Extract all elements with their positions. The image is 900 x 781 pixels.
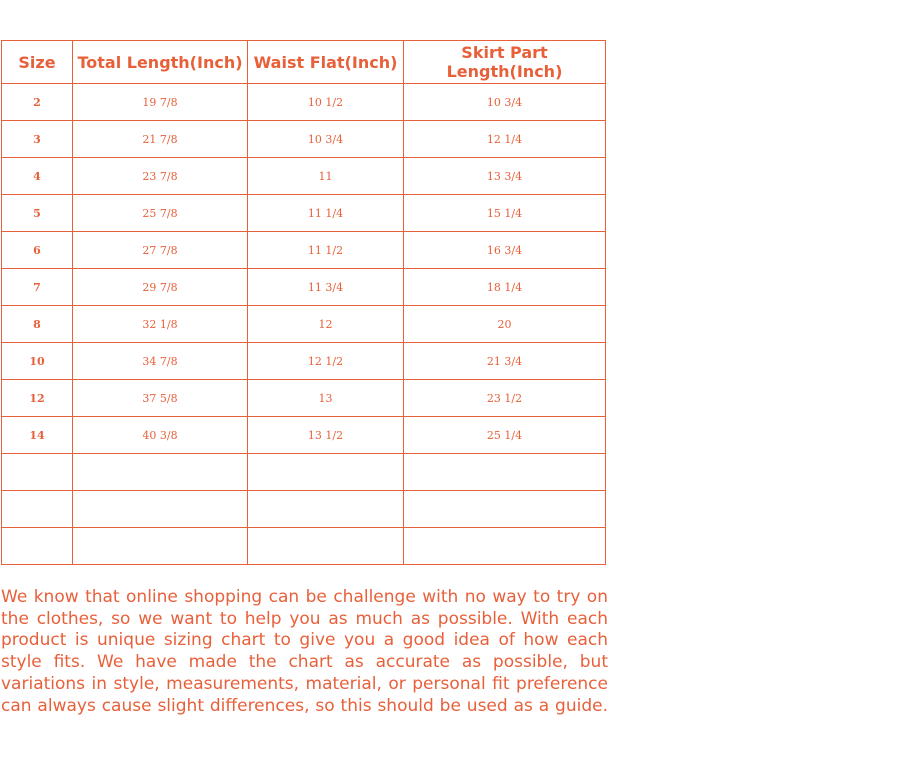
- skirt-length-cell: 15 1/4: [404, 195, 606, 232]
- skirt-length-cell: 21 3/4: [404, 343, 606, 380]
- table-row: [2, 158, 606, 195]
- skirt-length-cell: [404, 491, 606, 528]
- total-length-cell: [73, 491, 248, 528]
- size-cell: 3: [2, 121, 73, 158]
- table-row-empty: [2, 491, 606, 528]
- skirt-length-cell: 25 1/4: [404, 417, 606, 454]
- header-skirt-part-length: Skirt Part Length(Inch): [404, 41, 606, 84]
- skirt-length-cell: 16 3/4: [404, 232, 606, 269]
- waist-flat-cell: 12 1/2: [248, 343, 404, 380]
- table-row: [2, 121, 606, 158]
- header-size: Size: [2, 41, 73, 84]
- waist-flat-cell: 11 1/4: [248, 195, 404, 232]
- skirt-length-cell: [404, 454, 606, 491]
- waist-flat-cell: 10 3/4: [248, 121, 404, 158]
- skirt-length-cell: [404, 528, 606, 565]
- size-chart-table: [1, 40, 606, 565]
- size-cell: [2, 491, 73, 528]
- size-cell: [2, 454, 73, 491]
- size-cell: 14: [2, 417, 73, 454]
- size-cell: 10: [2, 343, 73, 380]
- size-cell: 6: [2, 232, 73, 269]
- table-row: [2, 343, 606, 380]
- size-cell: 2: [2, 84, 73, 121]
- table-row: [2, 195, 606, 232]
- size-chart-body: [2, 84, 606, 565]
- waist-flat-cell: 13: [248, 380, 404, 417]
- waist-flat-cell: [248, 454, 404, 491]
- waist-flat-cell: [248, 528, 404, 565]
- size-cell: 12: [2, 380, 73, 417]
- table-row: [2, 232, 606, 269]
- table-row: [2, 380, 606, 417]
- waist-flat-cell: [248, 491, 404, 528]
- waist-flat-cell: 10 1/2: [248, 84, 404, 121]
- waist-flat-cell: 12: [248, 306, 404, 343]
- table-row: [2, 269, 606, 306]
- total-length-cell: 37 5/8: [73, 380, 248, 417]
- total-length-cell: 25 7/8: [73, 195, 248, 232]
- skirt-length-cell: 20: [404, 306, 606, 343]
- size-cell: 4: [2, 158, 73, 195]
- skirt-length-cell: 12 1/4: [404, 121, 606, 158]
- skirt-length-cell: 10 3/4: [404, 84, 606, 121]
- size-chart-header: [2, 41, 606, 84]
- table-row: [2, 306, 606, 343]
- size-cell: 7: [2, 269, 73, 306]
- size-cell: 5: [2, 195, 73, 232]
- sizing-guide-paragraph: We know that online shopping can be challenge with no way to try on the clothes, so we want to help you as much as possible. With each product is unique sizing chart to give you a good idea of how each style fits. We have made the chart as accurate as possible, but variations in style, measurements, material, or personal fit preference can always cause slight differences, so this should be used as a guide.: [1, 587, 608, 716]
- waist-flat-cell: 13 1/2: [248, 417, 404, 454]
- total-length-cell: 21 7/8: [73, 121, 248, 158]
- table-row-empty: [2, 528, 606, 565]
- total-length-cell: 29 7/8: [73, 269, 248, 306]
- skirt-length-cell: 23 1/2: [404, 380, 606, 417]
- total-length-cell: 23 7/8: [73, 158, 248, 195]
- waist-flat-cell: 11: [248, 158, 404, 195]
- total-length-cell: 40 3/8: [73, 417, 248, 454]
- header-row: [2, 41, 606, 84]
- size-cell: 8: [2, 306, 73, 343]
- skirt-length-cell: 13 3/4: [404, 158, 606, 195]
- total-length-cell: 32 1/8: [73, 306, 248, 343]
- waist-flat-cell: 11 3/4: [248, 269, 404, 306]
- size-cell: [2, 528, 73, 565]
- total-length-cell: [73, 454, 248, 491]
- header-waist-flat: Waist Flat(Inch): [248, 41, 404, 84]
- waist-flat-cell: 11 1/2: [248, 232, 404, 269]
- header-total-length: Total Length(Inch): [73, 41, 248, 84]
- skirt-length-cell: 18 1/4: [404, 269, 606, 306]
- table-row: [2, 417, 606, 454]
- total-length-cell: [73, 528, 248, 565]
- total-length-cell: 27 7/8: [73, 232, 248, 269]
- table-row-empty: [2, 454, 606, 491]
- total-length-cell: 19 7/8: [73, 84, 248, 121]
- total-length-cell: 34 7/8: [73, 343, 248, 380]
- table-row: [2, 84, 606, 121]
